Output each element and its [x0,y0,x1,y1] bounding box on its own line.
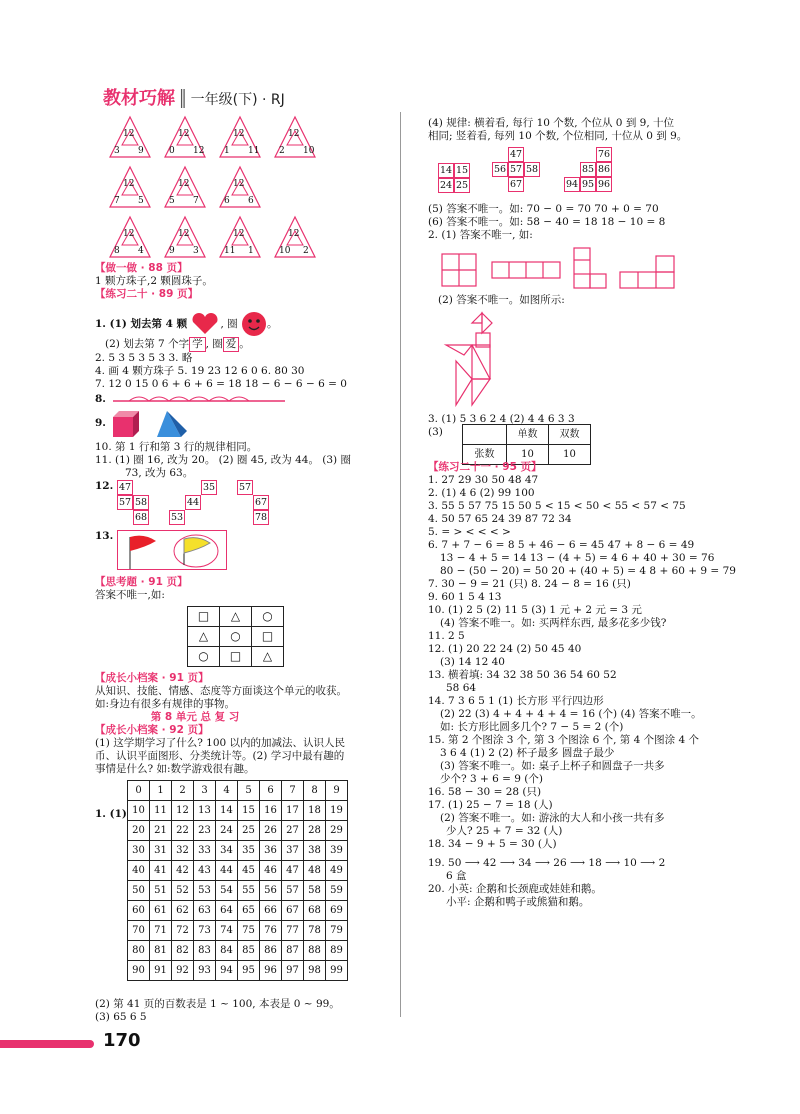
section-heading: 【成长小档案 · 92 页】 [95,724,209,736]
number-cell: 56 [493,164,507,175]
number-cell: 25 [455,180,469,191]
number-triangle: 12 9 3 [163,215,207,259]
answer-line: 少人? 25 + 7 = 32 (人) [446,825,563,837]
number-cell: 47 [509,149,523,160]
flags-answer: 13. [95,530,395,576]
section-heading: 【做一做 · 88 页】 [95,262,188,274]
answer-line: 小平: 企鹅和鸭子或熊猫和鹅。 [446,896,590,908]
answer-line: (6) 答案不唯一。如: 58 − 40 = 18 18 − 10 = 8 [428,216,666,228]
smiley-ball-icon [241,311,267,337]
answer-line: 4. 画 4 颗方珠子 5. 19 23 12 6 0 6. 80 30 [95,365,305,377]
count-table-answer: (3) 单数 双数 张数 10 10 [428,426,728,470]
answer-line: (2) 划去第 7 个字 学 , 圈 爱 。 [105,338,250,350]
number-cell: 57 [118,497,132,508]
answer-line: 17. (1) 25 − 7 = 18 (人) [428,799,553,811]
answer-line: 10. (1) 2 5 (2) 11 5 (3) 1 元 + 2 元 = 3 元 [428,604,642,616]
answer-line: 7. 12 0 15 0 6 + 6 + 6 = 18 18 − 6 − 6 − 6 = 0 [95,378,347,390]
answer-line: 2. (1) 4 6 (2) 99 100 [428,487,535,499]
section-heading: 【练习二十一 · 95 页】 [428,461,542,473]
number-boxes-answer [428,147,728,203]
answer-line: 币、认识平面图形、分类统计等。(2) 学习中最有趣的 [95,750,345,762]
answer-line: 6. 7 + 7 − 6 = 8 5 + 46 − 6 = 45 47 + 8 − 6 = 49 [428,539,695,551]
answer-line: 5. = > < < < > [428,526,511,538]
answer-line: (3) 14 12 40 [440,656,505,668]
answer-line: 11. (1) 圈 16, 改为 20。 (2) 圈 45, 改为 44。 (3) 圈 [95,454,351,466]
left-column [95,262,395,1024]
section-heading: 【成长小档案 · 91 页】 [95,672,209,684]
book-subtitle: 一年级(下) · RJ [190,92,285,108]
number-line-icon [109,391,289,407]
number-cell: 68 [134,512,148,523]
number-cell: 96 [597,179,611,190]
answer-line: (5) 答案不唯一。如: 70 − 0 = 70 70 + 0 = 70 [428,203,659,215]
section-heading: 【练习二十 · 89 页】 [95,288,199,300]
answer-line: (4) 规律: 横着看, 每行 10 个数, 个位从 0 到 9, 十位 [428,117,675,129]
answer-line: 12. (1) 20 22 24 (2) 50 45 40 [428,643,582,655]
answer-line: 1. 27 29 30 50 48 47 [428,474,539,486]
number-cell: 67 [509,179,523,190]
tangram-bird-icon [442,309,532,409]
number-cell: 67 [254,497,268,508]
answer-line: (1) 这学期学习了什么? 100 以内的加减法、认识人民 [95,737,346,749]
answer-line: 7. 30 − 9 = 21 (只) 8. 24 − 8 = 16 (只) [428,578,631,590]
answer-line: 1. (1) 划去第 4 颗 , 圈 。 [95,311,395,331]
number-triangle: 12 6 6 [218,165,262,209]
answer-line: 11. 2 5 [428,630,465,642]
number-cell: 76 [597,149,611,160]
number-cell: 35 [202,482,216,493]
number-triangle: 12 3 9 [108,115,152,159]
answer-line: 16. 58 − 30 = 28 (只) [428,786,542,798]
answer-line: 13. 横着填: 34 32 38 50 36 54 60 52 [428,669,617,681]
answer-line: 3. (1) 5 3 6 2 4 (2) 4 4 6 3 3 [428,413,575,425]
number-cell: 95 [581,179,595,190]
number-cell: 57 [238,482,252,493]
number-triangle: 12 10 2 [273,215,317,259]
number-triangle: 12 2 10 [273,115,317,159]
answer-line: 9. 60 1 5 4 13 [428,591,502,603]
number-cell: 57 [509,164,523,175]
number-cell: 85 [581,164,595,175]
answer-line: 19. 50 ⟶ 42 ⟶ 34 ⟶ 26 ⟶ 18 ⟶ 10 ⟶ 2 [428,857,666,869]
column-divider [400,112,401,1017]
number-triangle: 12 5 7 [163,165,207,209]
answer-line: 15. 第 2 个图涂 3 个, 第 3 个图涂 6 个, 第 4 个图涂 4 个 [428,734,700,746]
answer-line: 13 − 4 + 5 = 14 13 − (4 + 5) = 4 6 + 40 + 30 = 76 [440,552,715,564]
number-cell: 47 [118,482,132,493]
number-cell: 53 [170,512,184,523]
solid-shapes-icon [109,407,189,439]
answer-line: 相同; 竖着看, 每列 10 个数, 个位相同, 十位从 0 到 9。 [428,130,688,142]
number-triangle: 12 8 4 [108,215,152,259]
square-arrangements-icon [440,246,680,290]
answer-line: (2) 22 (3) 4 + 4 + 4 + 4 = 16 (个) (4) 答案不唯一。 [440,708,702,720]
answer-line: (2) 第 41 页的百数表是 1 ~ 100, 本表是 0 ~ 99。 [95,998,340,1010]
answer-line: 少个? 3 + 6 = 9 (个) [440,773,543,785]
answer-line: 14. 7 3 6 5 1 (1) 长方形 平行四边形 [428,695,604,707]
answer-line: (2) 答案不唯一。如: 游泳的大人和小孩一共有多 [440,812,665,824]
grid-fragments-answer: 12. 47 57 58 68 35 44 53 57 67 78 [95,480,268,523]
answer-line: 从知识、技能、情感、态度等方面谈这个单元的收获。 [95,685,347,697]
page-number-bar [0,1040,94,1048]
number-triangle: 12 0 12 [163,115,207,159]
answer-line: 2. (1) 答案不唯一, 如: [428,229,533,241]
number-triangle: 12 11 1 [218,215,262,259]
number-cell: 58 [525,164,539,175]
number-line-answer: 8. [95,391,395,407]
answer-line: 10. 第 1 行和第 3 行的规律相同。 [95,441,258,453]
answer-line: 9. [95,407,395,441]
answer-line: 2. 5 3 5 3 5 3 3. 略 [95,352,193,364]
triangle-answers [108,115,338,265]
unit-title: 第 8 单元 总 复 习 [150,711,240,723]
page-header: 教材巧解 ║ 一年级(下) · RJ [103,88,285,109]
hundred-chart-table: 0 1 2 3 4 5 6 7 8 9 10 11 12 13 14 15 16 17 18 19 20 21 22 23 24 25 26 27 28 29 30 31 32 33 34 35 36 37 38 39 40 41 42 43 44 45 46 47 48 49 50 51 52 53 54 55 56 57 58 59 60 61 62 63 64 65 66 67 68 69 70 71 72 73 74 75 76 77 78 79 80 81 82 83 84 85 86 87 88 89 90 91 92 93 94 95 96 97 98 99 [127,780,348,981]
answer-line: 58 64 [446,682,477,694]
answer-line: 73, 改为 63。 [125,467,194,479]
symbol-grid: □ △ ○ △ ○ □ ○ □ △ [187,606,284,667]
number-triangle: 12 1 11 [218,115,262,159]
answer-line: 事情是什么? 如:数学游戏很有趣。 [95,763,255,775]
answer-line: (2) 答案不唯一。如图所示: [438,294,565,306]
answer-line: 1 颗方珠子,2 颗圆珠子。 [95,275,213,287]
answer-line: 20. 小英: 企鹅和长颈鹿或娃娃和鹅。 [428,883,602,895]
answer-line: 如: 长方形比圆多几个? 7 − 5 = 2 (个) [440,721,624,733]
answer-line: 6 盒 [446,870,467,882]
symbol-grid-answer [95,602,395,672]
number-cell: 78 [254,512,268,523]
page-number: 170 [103,1030,141,1051]
answer-line: 答案不唯一,如: [95,589,165,601]
right-column [428,117,728,470]
number-cell: 86 [597,164,611,175]
heart-icon [190,312,220,336]
number-cell: 44 [186,497,200,508]
hundred-chart-answer: 1. (1) 0 1 2 3 4 5 6 7 8 9 10 11 12 13 14 15 16 17 18 19 20 21 22 23 24 25 26 27 28 29 30 31 32 33 34 35 36 37 38 39 40 41 42 43 44 45 46 47 48 49 50 51 52 53 54 55 56 57 58 59 60 61 62 63 64 65 66 67 68 69 70 71 72 73 74 75 76 77 78 79 80 81 82 83 84 85 86 87 88 89 90 91 92 93 94 95 96 97 98 99 [95,780,395,998]
number-cell: 58 [134,497,148,508]
flags-icon [117,530,227,570]
answer-line: (3) 65 6 5 [95,1011,147,1023]
answer-line: (4) 答案不唯一。如: 买两样东西, 最多花多少钱? [440,617,667,629]
answer-line: 80 − (50 − 20) = 50 20 + (40 + 5) = 4 8 + 60 + 9 = 79 [440,565,736,577]
number-cell: 14 [439,165,453,176]
book-title: 教材巧解 [103,88,175,109]
number-cell: 94 [565,179,579,190]
number-triangle: 12 7 5 [108,165,152,209]
answer-line: 3. 55 5 57 75 15 50 5 < 15 < 50 < 55 < 57 < 75 [428,500,686,512]
number-cell: 15 [455,165,469,176]
exercise-21-section [428,461,736,909]
answer-line: 3 6 4 (1) 2 (2) 杯子最多 圆盘子最少 [440,747,615,759]
answer-line: 4. 50 57 65 24 39 87 72 34 [428,513,572,525]
answer-line: 18. 34 − 9 + 5 = 30 (人) [428,838,557,850]
section-heading: 【思考题 · 91 页】 [95,576,188,588]
answer-line: (3) 答案不唯一。如: 桌子上杯子和圆盘子一共多 [440,760,665,772]
number-cell: 24 [439,180,453,191]
answer-line: 如:身边有很多有规律的事物。 [95,698,236,710]
count-table: 单数 双数 张数 10 10 [462,424,591,465]
